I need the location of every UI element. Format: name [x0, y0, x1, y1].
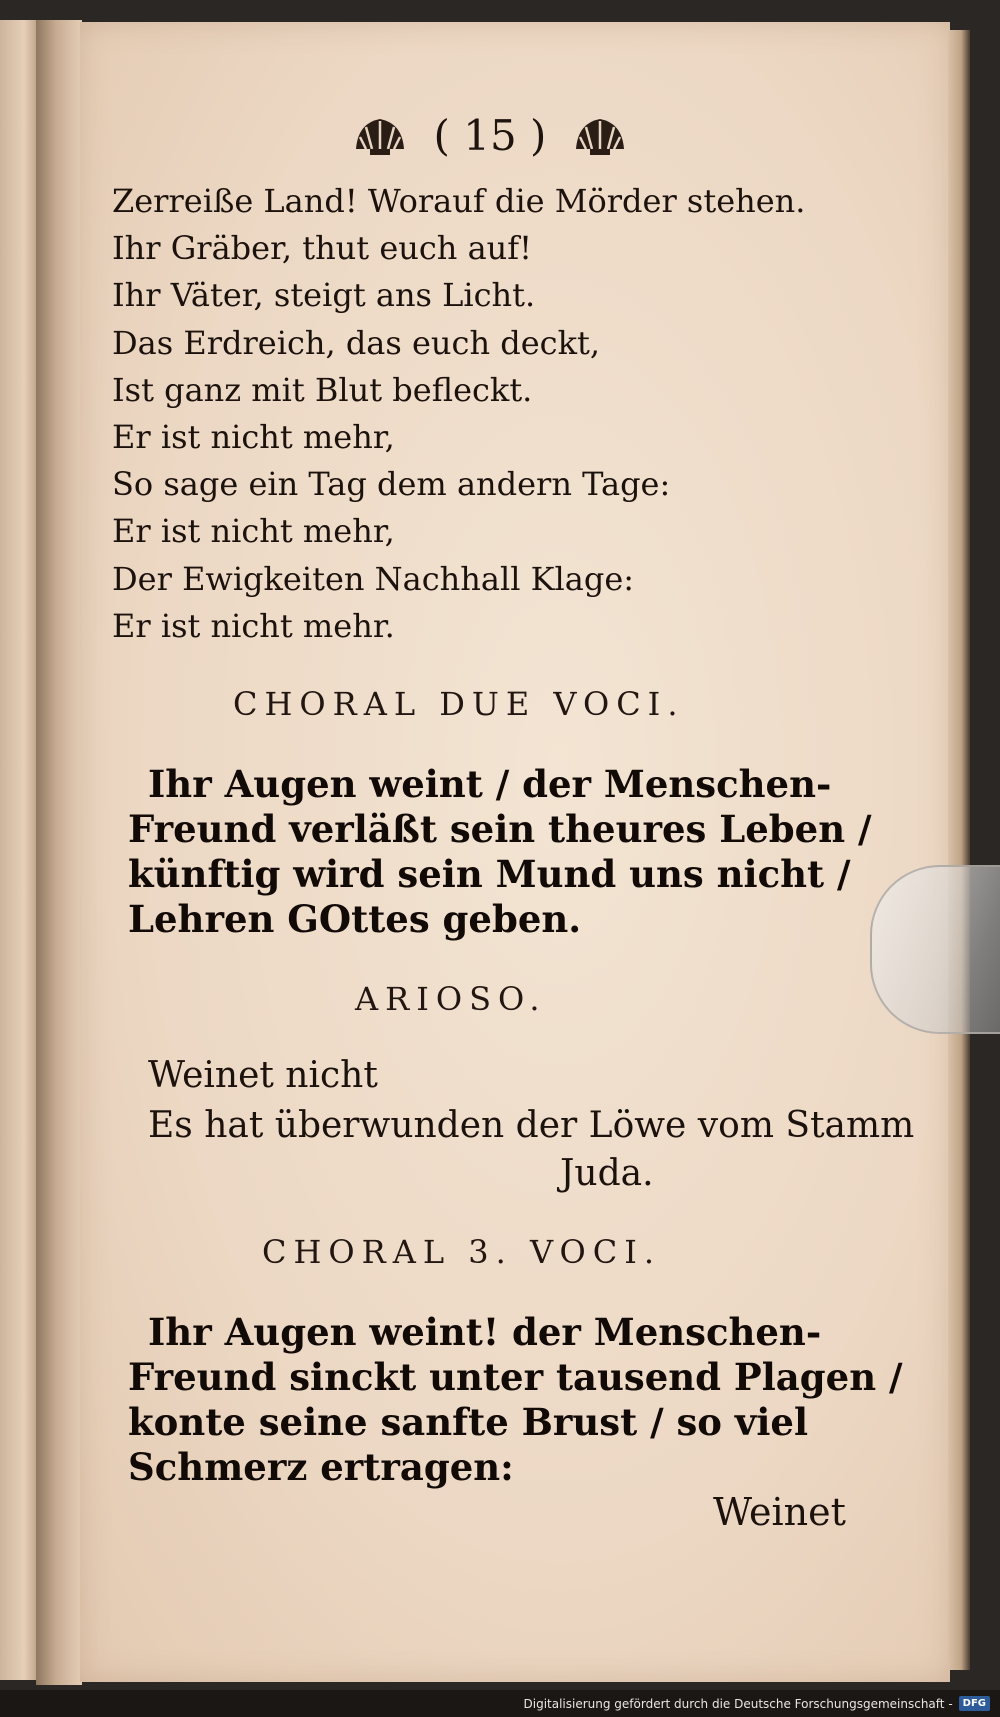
shell-ornament-icon	[572, 113, 628, 157]
arioso-heading: ARIOSO.	[355, 980, 547, 1018]
choral-line: Freund sinckt unter tausend Plagen /	[128, 1355, 903, 1399]
verse-line: Ihr Väter, steigt ans Licht.	[112, 276, 536, 315]
choral-line: Schmerz ertragen:	[128, 1445, 514, 1489]
choral-due-voci-heading: CHORAL DUE VOCI.	[233, 685, 685, 723]
choral-line: konte seine sanfte Brust / so viel	[128, 1400, 809, 1444]
dfg-logo: DFG	[959, 1696, 990, 1711]
book-spine	[36, 20, 82, 1685]
verse-line: Er ist nicht mehr,	[112, 512, 395, 551]
page-header	[320, 100, 660, 170]
verse-line: So sage ein Tag dem andern Tage:	[112, 465, 671, 504]
verse-line: Er ist nicht mehr.	[112, 606, 395, 645]
funding-credit: Digitalisierung gefördert durch die Deutsche Forschungsgemeinschaft -	[523, 1696, 953, 1711]
digitization-footer	[0, 1690, 1000, 1717]
arioso-line: Weinet nicht	[148, 1055, 378, 1096]
verse-line: Das Erdreich, das euch deckt,	[112, 323, 600, 362]
choral-line: Freund verläßt sein theures Leben /	[128, 807, 872, 851]
verse-line: Zerreiße Land! Worauf die Mörder stehen.	[112, 182, 806, 220]
verse-block	[112, 178, 812, 650]
verse-line: Ist ganz mit Blut befleckt.	[112, 370, 533, 409]
choral-line: Ihr Augen weint / der Menschen-	[148, 762, 832, 806]
verse-line: Er ist nicht mehr,	[112, 418, 395, 457]
choral-due-voci-text	[128, 762, 872, 942]
choral-3-voci-heading: CHORAL 3. VOCI.	[262, 1233, 662, 1271]
choral-line: Lehren GOttes geben.	[128, 897, 582, 941]
choral-line: Ihr Augen weint! der Menschen-	[148, 1310, 822, 1354]
page-number: ( 15 )	[433, 110, 547, 160]
page-fore-edge	[948, 30, 970, 1670]
choral-line: künftig wird sein Mund uns nicht /	[128, 852, 851, 896]
facing-page-edge	[0, 20, 40, 1680]
verse-line: Ihr Gräber, thut euch auf!	[112, 229, 532, 268]
shell-ornament-icon	[352, 113, 408, 157]
choral-3-voci-text	[128, 1310, 903, 1490]
catchword: Weinet	[713, 1490, 846, 1534]
verse-line: Der Ewigkeiten Nachhall Klage:	[112, 559, 635, 598]
arioso-line: Juda.	[560, 1153, 654, 1194]
arioso-line: Es hat überwunden der Löwe vom Stamm	[148, 1105, 915, 1146]
scanner-thumb-clip	[870, 865, 1000, 1034]
